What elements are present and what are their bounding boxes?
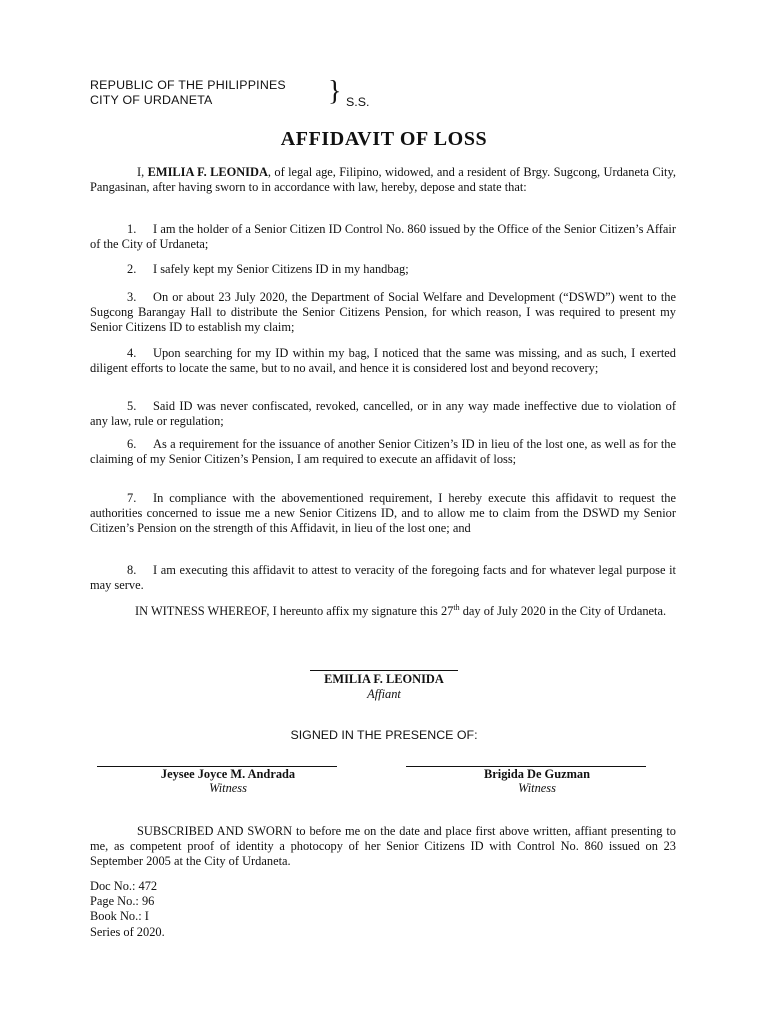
presence-label: SIGNED IN THE PRESENCE OF:	[290, 728, 478, 742]
item-number: 7.	[127, 491, 137, 505]
intro-name: EMILIA F. LEONIDA	[147, 165, 268, 179]
item-text: I am the holder of a Senior Citizen ID Control No. 860 issued by the Office of the Senior Citizen’s Affair of the City of Urdaneta;	[90, 222, 676, 252]
item-text: On or about 23 July 2020, the Department of Social Welfare and Development (“DSWD”) went to the Sugcong Barangay Hall to distribute the Senior Citizens Pension, for which reason, I was required to present my Senior Citizens ID to establish my claim;	[90, 290, 676, 335]
witness-2-name: Brigida De Guzman	[483, 767, 590, 781]
registry-book: Book No.: I	[90, 909, 149, 924]
item-2	[90, 262, 676, 277]
witness-clause-before: IN WITNESS WHEREOF, I hereunto affix my signature this 27	[135, 604, 454, 618]
item-number: 8.	[127, 563, 137, 577]
item-8	[90, 563, 676, 593]
item-number: 1.	[127, 222, 137, 236]
item-3	[90, 290, 676, 336]
item-1	[90, 222, 676, 252]
witness-1-role: Witness	[209, 781, 247, 795]
header-ss: S.S.	[346, 95, 370, 109]
affiant-role: Affiant	[367, 687, 401, 701]
header-city: CITY OF URDANETA	[90, 93, 213, 107]
item-4	[90, 346, 676, 376]
document-title: AFFIDAVIT OF LOSS	[280, 128, 488, 150]
item-number: 5.	[127, 399, 137, 413]
intro-rest: , of legal age, Filipino, widowed, and a resident of Brgy. Sugcong, Urdaneta City, Pangasinan, after having sworn to in accordance with law, hereby, depose and state that:	[90, 165, 676, 195]
witness-clause	[90, 604, 676, 619]
affiant-name: EMILIA F. LEONIDA	[324, 672, 444, 686]
witness-clause-sup: th	[453, 602, 460, 612]
item-6	[90, 437, 676, 467]
registry-page: Page No.: 96	[90, 894, 155, 909]
item-text: Said ID was never confiscated, revoked, cancelled, or in any way made ineffective due to violation of any law, rule or regulation;	[90, 399, 676, 429]
affiant-signature-line	[310, 670, 458, 671]
item-number: 3.	[127, 290, 137, 304]
registry-doc: Doc No.: 472	[90, 879, 158, 893]
intro-prefix: I,	[137, 165, 148, 179]
item-7	[90, 491, 676, 537]
header-republic: REPUBLIC OF THE PHILIPPINES	[90, 78, 286, 92]
item-number: 6.	[127, 437, 137, 451]
witness-clause-after: day of July 2020 in the City of Urdaneta.	[459, 604, 667, 618]
notarial-registry	[90, 879, 165, 940]
item-number: 4.	[127, 346, 137, 360]
item-text: In compliance with the abovementioned requirement, I hereby execute this affidavit to request the authorities concerned to issue me a new Senior Citizens ID, and to allow me to claim from the DSWD my Senior Citizen’s Pension on the strength of this Affidavit, in lieu of the lost one; and	[90, 491, 676, 536]
item-5	[90, 399, 676, 429]
item-text: As a requirement for the issuance of another Senior Citizen’s ID in lieu of the lost one, as well as for the claiming of my Senior Citizen’s Pension, I am required to execute an affidavit of loss;	[90, 437, 676, 467]
item-text: I safely kept my Senior Citizens ID in my handbag;	[153, 262, 409, 276]
brace-glyph: }	[328, 76, 342, 107]
item-text: I am executing this affidavit to attest to veracity of the foregoing facts and for whatever legal purpose it may serve.	[90, 563, 676, 593]
registry-series: Series of 2020.	[90, 924, 165, 939]
witness-2-role: Witness	[518, 781, 556, 795]
witness-1-name: Jeysee Joyce M. Andrada	[160, 767, 296, 781]
item-number: 2.	[127, 262, 137, 276]
intro-paragraph	[90, 165, 676, 195]
jurat-paragraph: SUBSCRIBED AND SWORN to before me on the date and place first above written, affiant presenting to me, as competent proof of identity a photocopy of her Senior Citizens ID with Control No. 860 issued on 23 September 2005 at the City of Urdaneta.	[90, 824, 676, 869]
item-text: Upon searching for my ID within my bag, I noticed that the same was missing, and as such, I exerted diligent efforts to locate the same, but to no avail, and hence it is considered lost and beyond recovery;	[90, 346, 676, 376]
